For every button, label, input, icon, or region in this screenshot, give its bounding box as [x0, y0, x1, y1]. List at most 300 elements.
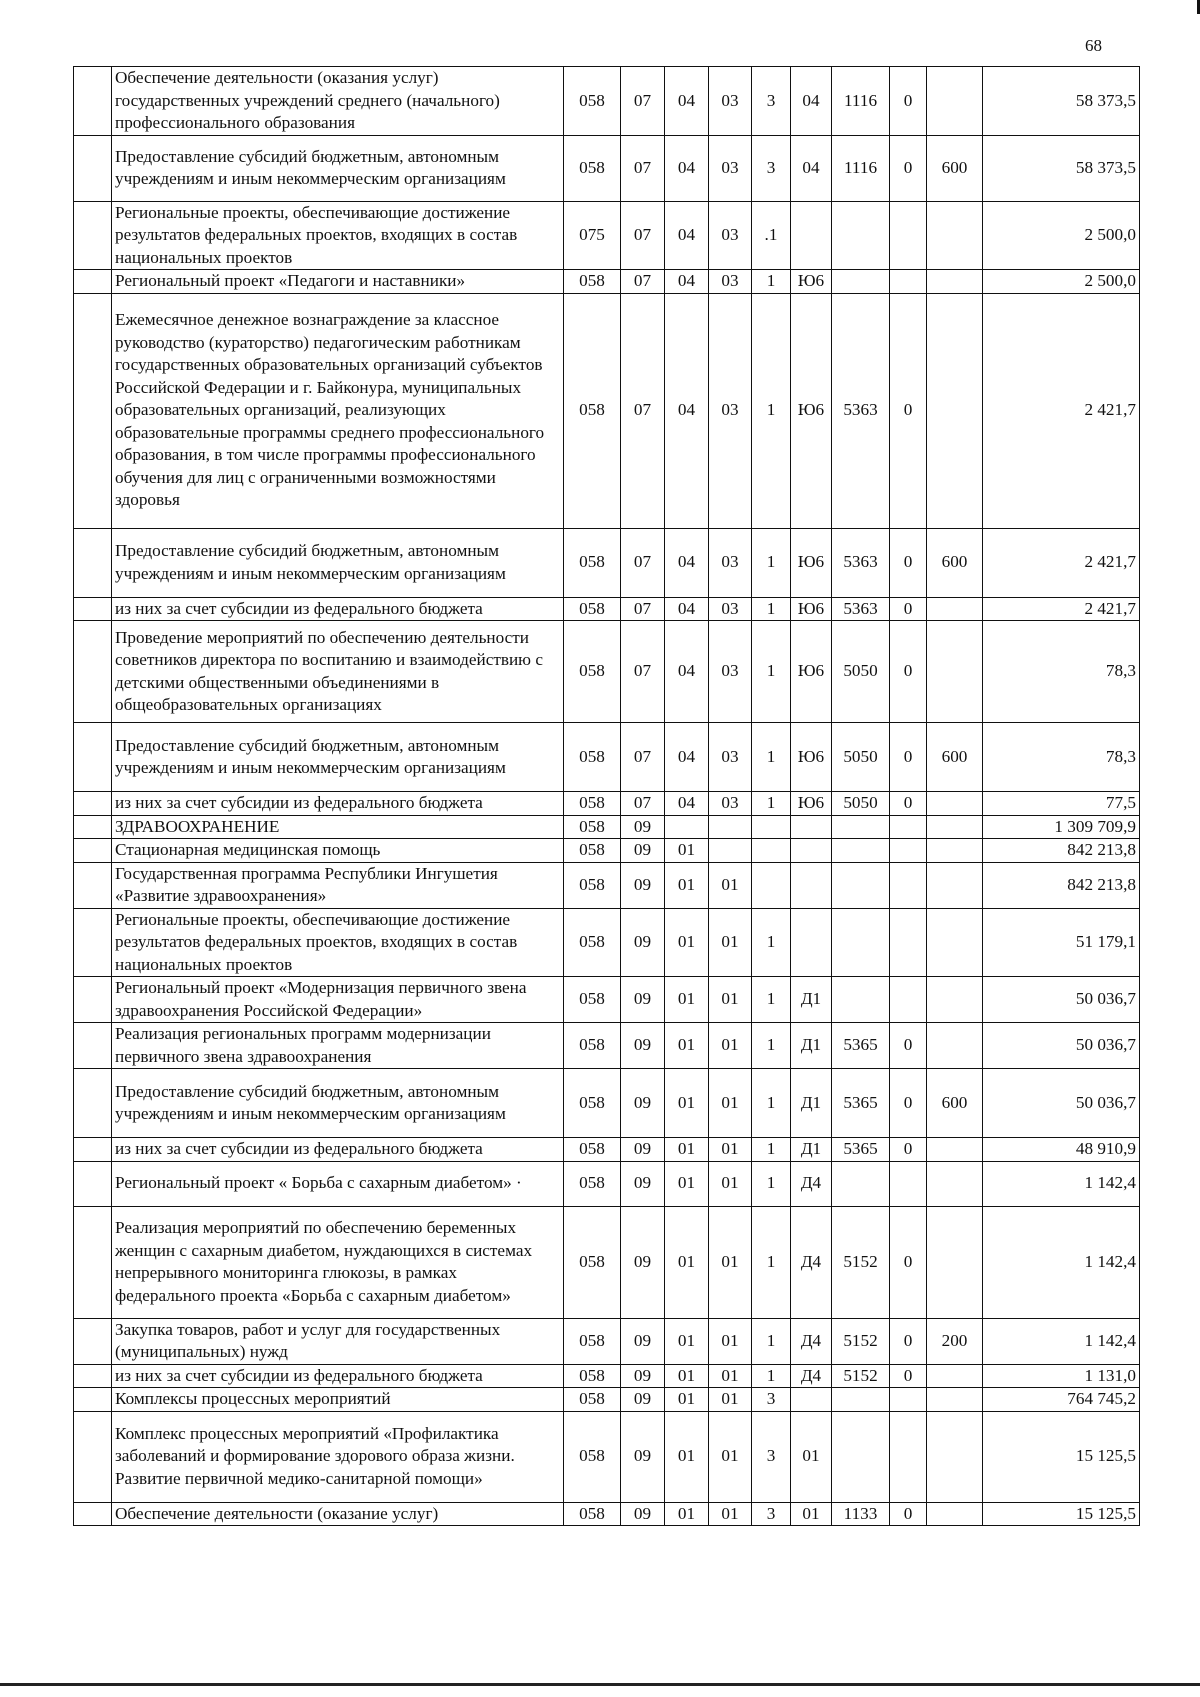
table-row	[74, 597, 1140, 621]
row-gutter-cell	[74, 1138, 112, 1162]
section-code-cell: 09	[621, 977, 665, 1023]
direction-code-cell: 5363	[832, 528, 890, 597]
section-code-cell: 07	[621, 135, 665, 201]
program-code-cell: 01	[709, 862, 752, 908]
sub-direction-code-cell: 0	[890, 1069, 927, 1138]
subsection-code-cell: 04	[665, 293, 709, 528]
section-code-cell: 09	[621, 1161, 665, 1206]
section-code-cell: 07	[621, 528, 665, 597]
row-gutter-cell	[74, 67, 112, 136]
row-gutter-cell	[74, 792, 112, 816]
project-code-cell	[791, 908, 832, 977]
project-code-cell: Д4	[791, 1318, 832, 1364]
type-code-cell: 3	[752, 1502, 791, 1526]
expense-type-code-cell	[927, 201, 983, 270]
subsection-code-cell: 01	[665, 1161, 709, 1206]
section-code-cell: 09	[621, 1502, 665, 1526]
program-code-cell: 03	[709, 293, 752, 528]
direction-code-cell: 5365	[832, 1138, 890, 1162]
expense-type-code-cell	[927, 67, 983, 136]
amount-cell: 2 500,0	[983, 201, 1140, 270]
expense-type-code-cell	[927, 597, 983, 621]
subsection-code-cell: 04	[665, 67, 709, 136]
type-code-cell: 1	[752, 293, 791, 528]
expense-type-code-cell	[927, 815, 983, 839]
admin-code-cell: 058	[564, 1023, 621, 1069]
section-code-cell: 09	[621, 908, 665, 977]
program-code-cell: 03	[709, 528, 752, 597]
item-name-cell: из них за счет субсидии из федерального бюджета	[112, 1138, 564, 1162]
table-row	[74, 1138, 1140, 1162]
program-code-cell: 01	[709, 1364, 752, 1388]
amount-cell: 15 125,5	[983, 1502, 1140, 1526]
direction-code-cell: 5152	[832, 1206, 890, 1318]
expense-type-code-cell	[927, 270, 983, 294]
subsection-code-cell: 01	[665, 1023, 709, 1069]
expense-type-code-cell: 600	[927, 135, 983, 201]
program-code-cell: 03	[709, 270, 752, 294]
project-code-cell: 04	[791, 135, 832, 201]
direction-code-cell: 5152	[832, 1318, 890, 1364]
project-code-cell: 01	[791, 1411, 832, 1502]
row-gutter-cell	[74, 862, 112, 908]
row-gutter-cell	[74, 201, 112, 270]
project-code-cell: Д4	[791, 1161, 832, 1206]
amount-cell: 2 500,0	[983, 270, 1140, 294]
section-code-cell: 07	[621, 792, 665, 816]
subsection-code-cell: 04	[665, 621, 709, 723]
amount-cell: 58 373,5	[983, 67, 1140, 136]
admin-code-cell: 058	[564, 977, 621, 1023]
expense-type-code-cell	[927, 1206, 983, 1318]
section-code-cell: 07	[621, 293, 665, 528]
type-code-cell: .1	[752, 201, 791, 270]
subsection-code-cell: 04	[665, 723, 709, 792]
section-code-cell: 09	[621, 1023, 665, 1069]
expense-type-code-cell: 200	[927, 1318, 983, 1364]
project-code-cell	[791, 862, 832, 908]
section-code-cell: 09	[621, 1138, 665, 1162]
table-row	[74, 270, 1140, 294]
sub-direction-code-cell: 0	[890, 621, 927, 723]
admin-code-cell: 058	[564, 135, 621, 201]
expense-type-code-cell	[927, 1161, 983, 1206]
amount-cell: 51 179,1	[983, 908, 1140, 977]
program-code-cell: 01	[709, 1069, 752, 1138]
row-gutter-cell	[74, 1364, 112, 1388]
expense-type-code-cell	[927, 1502, 983, 1526]
type-code-cell: 1	[752, 270, 791, 294]
item-name-cell: Предоставление субсидий бюджетным, автономным учреждениям и иным некоммерческим организациям	[112, 528, 564, 597]
direction-code-cell: 5050	[832, 792, 890, 816]
project-code-cell: Д4	[791, 1206, 832, 1318]
type-code-cell: 3	[752, 67, 791, 136]
sub-direction-code-cell	[890, 839, 927, 863]
row-gutter-cell	[74, 528, 112, 597]
admin-code-cell: 058	[564, 815, 621, 839]
amount-cell: 50 036,7	[983, 977, 1140, 1023]
row-gutter-cell	[74, 135, 112, 201]
direction-code-cell: 5365	[832, 1069, 890, 1138]
expense-type-code-cell	[927, 908, 983, 977]
subsection-code-cell: 01	[665, 839, 709, 863]
subsection-code-cell: 01	[665, 1206, 709, 1318]
project-code-cell: Ю6	[791, 270, 832, 294]
section-code-cell: 09	[621, 1069, 665, 1138]
amount-cell: 1 142,4	[983, 1161, 1140, 1206]
row-gutter-cell	[74, 815, 112, 839]
direction-code-cell	[832, 1411, 890, 1502]
table-row	[74, 862, 1140, 908]
row-gutter-cell	[74, 839, 112, 863]
section-code-cell: 09	[621, 1318, 665, 1364]
table-row	[74, 1161, 1140, 1206]
expense-type-code-cell	[927, 1388, 983, 1412]
section-code-cell: 07	[621, 723, 665, 792]
subsection-code-cell: 01	[665, 862, 709, 908]
item-name-cell: Предоставление субсидий бюджетным, автономным учреждениям и иным некоммерческим организациям	[112, 135, 564, 201]
sub-direction-code-cell	[890, 862, 927, 908]
row-gutter-cell	[74, 1411, 112, 1502]
table-row	[74, 792, 1140, 816]
program-code-cell: 01	[709, 1206, 752, 1318]
direction-code-cell	[832, 1161, 890, 1206]
direction-code-cell: 5050	[832, 723, 890, 792]
subsection-code-cell: 04	[665, 597, 709, 621]
admin-code-cell: 058	[564, 621, 621, 723]
row-gutter-cell	[74, 1318, 112, 1364]
subsection-code-cell: 01	[665, 1411, 709, 1502]
direction-code-cell: 5152	[832, 1364, 890, 1388]
program-code-cell	[709, 815, 752, 839]
item-name-cell: Комплекс процессных мероприятий «Профилактика заболеваний и формирование здорового образа жизни. Развитие первичной медико-санитарной помощи»	[112, 1411, 564, 1502]
admin-code-cell: 058	[564, 723, 621, 792]
table-row	[74, 908, 1140, 977]
item-name-cell: Региональные проекты, обеспечивающие достижение результатов федеральных проектов, входящих в состав национальных проектов	[112, 908, 564, 977]
project-code-cell: Ю6	[791, 597, 832, 621]
project-code-cell: Ю6	[791, 723, 832, 792]
sub-direction-code-cell: 0	[890, 1502, 927, 1526]
direction-code-cell	[832, 908, 890, 977]
program-code-cell: 01	[709, 1161, 752, 1206]
program-code-cell	[709, 839, 752, 863]
scan-bottom-rule	[0, 1683, 1200, 1686]
section-code-cell: 07	[621, 621, 665, 723]
amount-cell: 50 036,7	[983, 1069, 1140, 1138]
program-code-cell: 01	[709, 977, 752, 1023]
admin-code-cell: 058	[564, 597, 621, 621]
program-code-cell: 03	[709, 792, 752, 816]
admin-code-cell: 058	[564, 1069, 621, 1138]
sub-direction-code-cell	[890, 270, 927, 294]
amount-cell: 1 142,4	[983, 1206, 1140, 1318]
project-code-cell: 01	[791, 1502, 832, 1526]
sub-direction-code-cell: 0	[890, 293, 927, 528]
admin-code-cell: 058	[564, 908, 621, 977]
type-code-cell: 1	[752, 1069, 791, 1138]
row-gutter-cell	[74, 1388, 112, 1412]
expense-type-code-cell	[927, 1364, 983, 1388]
direction-code-cell: 5363	[832, 293, 890, 528]
expense-type-code-cell	[927, 621, 983, 723]
program-code-cell: 01	[709, 1411, 752, 1502]
admin-code-cell: 058	[564, 1318, 621, 1364]
program-code-cell: 01	[709, 908, 752, 977]
item-name-cell: Реализация региональных программ модернизации первичного звена здравоохранения	[112, 1023, 564, 1069]
item-name-cell: ЗДРАВООХРАНЕНИЕ	[112, 815, 564, 839]
direction-code-cell: 5363	[832, 597, 890, 621]
type-code-cell: 1	[752, 977, 791, 1023]
item-name-cell: из них за счет субсидии из федерального бюджета	[112, 597, 564, 621]
type-code-cell: 1	[752, 1206, 791, 1318]
table-row	[74, 723, 1140, 792]
table-row	[74, 1023, 1140, 1069]
subsection-code-cell	[665, 815, 709, 839]
type-code-cell: 3	[752, 135, 791, 201]
expense-type-code-cell	[927, 1138, 983, 1162]
section-code-cell: 09	[621, 1206, 665, 1318]
sub-direction-code-cell: 0	[890, 67, 927, 136]
direction-code-cell: 1116	[832, 67, 890, 136]
amount-cell: 50 036,7	[983, 1023, 1140, 1069]
type-code-cell: 1	[752, 1318, 791, 1364]
program-code-cell: 01	[709, 1502, 752, 1526]
section-code-cell: 09	[621, 815, 665, 839]
row-gutter-cell	[74, 1502, 112, 1526]
direction-code-cell: 5365	[832, 1023, 890, 1069]
expense-type-code-cell	[927, 1411, 983, 1502]
type-code-cell: 1	[752, 1138, 791, 1162]
table-row	[74, 621, 1140, 723]
budget-table	[73, 66, 1140, 1526]
table-row	[74, 815, 1140, 839]
item-name-cell: Комплексы процессных мероприятий	[112, 1388, 564, 1412]
item-name-cell: Государственная программа Республики Ингушетия «Развитие здравоохранения»	[112, 862, 564, 908]
expense-type-code-cell	[927, 792, 983, 816]
subsection-code-cell: 04	[665, 201, 709, 270]
amount-cell: 842 213,8	[983, 862, 1140, 908]
program-code-cell: 03	[709, 67, 752, 136]
row-gutter-cell	[74, 270, 112, 294]
section-code-cell: 07	[621, 270, 665, 294]
type-code-cell: 1	[752, 1161, 791, 1206]
admin-code-cell: 058	[564, 1138, 621, 1162]
type-code-cell: 1	[752, 621, 791, 723]
project-code-cell: Ю6	[791, 792, 832, 816]
sub-direction-code-cell: 0	[890, 723, 927, 792]
item-name-cell: Предоставление субсидий бюджетным, автономным учреждениям и иным некоммерческим организациям	[112, 723, 564, 792]
direction-code-cell	[832, 977, 890, 1023]
item-name-cell: Региональный проект «Педагоги и наставники»	[112, 270, 564, 294]
admin-code-cell: 075	[564, 201, 621, 270]
direction-code-cell: 1133	[832, 1502, 890, 1526]
table-row	[74, 201, 1140, 270]
sub-direction-code-cell: 0	[890, 528, 927, 597]
section-code-cell: 09	[621, 1388, 665, 1412]
sub-direction-code-cell: 0	[890, 1023, 927, 1069]
project-code-cell: Д4	[791, 1364, 832, 1388]
row-gutter-cell	[74, 908, 112, 977]
program-code-cell: 03	[709, 621, 752, 723]
program-code-cell: 03	[709, 723, 752, 792]
amount-cell: 2 421,7	[983, 528, 1140, 597]
table-row	[74, 528, 1140, 597]
item-name-cell: Предоставление субсидий бюджетным, автономным учреждениям и иным некоммерческим организациям	[112, 1069, 564, 1138]
type-code-cell: 1	[752, 792, 791, 816]
project-code-cell: Ю6	[791, 293, 832, 528]
item-name-cell: Стационарная медицинская помощь	[112, 839, 564, 863]
admin-code-cell: 058	[564, 839, 621, 863]
program-code-cell: 03	[709, 135, 752, 201]
table-row	[74, 977, 1140, 1023]
admin-code-cell: 058	[564, 1411, 621, 1502]
section-code-cell: 07	[621, 597, 665, 621]
type-code-cell	[752, 862, 791, 908]
subsection-code-cell: 01	[665, 1502, 709, 1526]
table-row	[74, 1318, 1140, 1364]
program-code-cell: 03	[709, 201, 752, 270]
table-row	[74, 1364, 1140, 1388]
type-code-cell: 1	[752, 723, 791, 792]
row-gutter-cell	[74, 1161, 112, 1206]
row-gutter-cell	[74, 1069, 112, 1138]
amount-cell: 1 131,0	[983, 1364, 1140, 1388]
admin-code-cell: 058	[564, 1388, 621, 1412]
program-code-cell: 03	[709, 597, 752, 621]
type-code-cell: 1	[752, 597, 791, 621]
item-name-cell: Региональный проект « Борьба с сахарным диабетом» ·	[112, 1161, 564, 1206]
admin-code-cell: 058	[564, 293, 621, 528]
project-code-cell: 04	[791, 67, 832, 136]
subsection-code-cell: 04	[665, 270, 709, 294]
item-name-cell: Ежемесячное денежное вознаграждение за классное руководство (кураторство) педагогическим работникам государственных образовательных организаций субъектов Российской Федерации и г. Байконура, муниципальных образовательных организаций, реализующих образовательные программы среднего профессионального образования, в том числе программы профессионального обучения для лиц с ограниченными возможностями здоровья	[112, 293, 564, 528]
table-row	[74, 1502, 1140, 1526]
project-code-cell: Д1	[791, 1069, 832, 1138]
admin-code-cell: 058	[564, 1502, 621, 1526]
project-code-cell: Ю6	[791, 528, 832, 597]
sub-direction-code-cell	[890, 1388, 927, 1412]
amount-cell: 1 142,4	[983, 1318, 1140, 1364]
type-code-cell: 3	[752, 1388, 791, 1412]
item-name-cell: из них за счет субсидии из федерального бюджета	[112, 792, 564, 816]
project-code-cell: Д1	[791, 1023, 832, 1069]
item-name-cell: Обеспечение деятельности (оказания услуг) государственных учреждений среднего (начального) профессионального образования	[112, 67, 564, 136]
amount-cell: 15 125,5	[983, 1411, 1140, 1502]
section-code-cell: 09	[621, 1411, 665, 1502]
type-code-cell	[752, 815, 791, 839]
amount-cell: 48 910,9	[983, 1138, 1140, 1162]
subsection-code-cell: 01	[665, 1069, 709, 1138]
admin-code-cell: 058	[564, 1206, 621, 1318]
expense-type-code-cell	[927, 839, 983, 863]
section-code-cell: 09	[621, 839, 665, 863]
sub-direction-code-cell	[890, 1411, 927, 1502]
subsection-code-cell: 04	[665, 135, 709, 201]
subsection-code-cell: 04	[665, 528, 709, 597]
item-name-cell: Региональный проект «Модернизация первичного звена здравоохранения Российской Федерации»	[112, 977, 564, 1023]
amount-cell: 77,5	[983, 792, 1140, 816]
item-name-cell: из них за счет субсидии из федерального бюджета	[112, 1364, 564, 1388]
item-name-cell: Закупка товаров, работ и услуг для государственных (муниципальных) нужд	[112, 1318, 564, 1364]
budget-table-body	[74, 67, 1140, 1526]
sub-direction-code-cell	[890, 815, 927, 839]
admin-code-cell: 058	[564, 1161, 621, 1206]
amount-cell: 764 745,2	[983, 1388, 1140, 1412]
row-gutter-cell	[74, 977, 112, 1023]
amount-cell: 78,3	[983, 621, 1140, 723]
subsection-code-cell: 01	[665, 1364, 709, 1388]
project-code-cell	[791, 839, 832, 863]
table-row	[74, 1388, 1140, 1412]
direction-code-cell: 5050	[832, 621, 890, 723]
subsection-code-cell: 04	[665, 792, 709, 816]
type-code-cell	[752, 839, 791, 863]
admin-code-cell: 058	[564, 792, 621, 816]
program-code-cell: 01	[709, 1318, 752, 1364]
table-row	[74, 1206, 1140, 1318]
type-code-cell: 3	[752, 1411, 791, 1502]
direction-code-cell: 1116	[832, 135, 890, 201]
sub-direction-code-cell	[890, 201, 927, 270]
expense-type-code-cell: 600	[927, 528, 983, 597]
amount-cell: 842 213,8	[983, 839, 1140, 863]
admin-code-cell: 058	[564, 528, 621, 597]
type-code-cell: 1	[752, 1364, 791, 1388]
amount-cell: 1 309 709,9	[983, 815, 1140, 839]
sub-direction-code-cell: 0	[890, 597, 927, 621]
direction-code-cell	[832, 839, 890, 863]
admin-code-cell: 058	[564, 1364, 621, 1388]
table-row	[74, 839, 1140, 863]
row-gutter-cell	[74, 1023, 112, 1069]
project-code-cell	[791, 201, 832, 270]
type-code-cell: 1	[752, 1023, 791, 1069]
project-code-cell: Д1	[791, 1138, 832, 1162]
project-code-cell	[791, 1388, 832, 1412]
sub-direction-code-cell: 0	[890, 1206, 927, 1318]
admin-code-cell: 058	[564, 67, 621, 136]
page-number: 68	[1085, 36, 1102, 55]
item-name-cell: Проведение мероприятий по обеспечению деятельности советников директора по воспитанию и взаимодействию с детскими общественными объединениями в общеобразовательных организациях	[112, 621, 564, 723]
sub-direction-code-cell: 0	[890, 1318, 927, 1364]
sub-direction-code-cell: 0	[890, 1138, 927, 1162]
table-row	[74, 135, 1140, 201]
type-code-cell: 1	[752, 908, 791, 977]
expense-type-code-cell	[927, 1023, 983, 1069]
direction-code-cell	[832, 270, 890, 294]
subsection-code-cell: 01	[665, 908, 709, 977]
admin-code-cell: 058	[564, 862, 621, 908]
subsection-code-cell: 01	[665, 1388, 709, 1412]
program-code-cell: 01	[709, 1138, 752, 1162]
project-code-cell: Ю6	[791, 621, 832, 723]
expense-type-code-cell	[927, 977, 983, 1023]
project-code-cell	[791, 815, 832, 839]
section-code-cell: 07	[621, 201, 665, 270]
direction-code-cell	[832, 1388, 890, 1412]
sub-direction-code-cell	[890, 908, 927, 977]
sub-direction-code-cell: 0	[890, 135, 927, 201]
amount-cell: 2 421,7	[983, 293, 1140, 528]
program-code-cell: 01	[709, 1388, 752, 1412]
row-gutter-cell	[74, 293, 112, 528]
subsection-code-cell: 01	[665, 1318, 709, 1364]
table-row	[74, 293, 1140, 528]
direction-code-cell	[832, 862, 890, 908]
row-gutter-cell	[74, 1206, 112, 1318]
section-code-cell: 07	[621, 67, 665, 136]
section-code-cell: 09	[621, 862, 665, 908]
